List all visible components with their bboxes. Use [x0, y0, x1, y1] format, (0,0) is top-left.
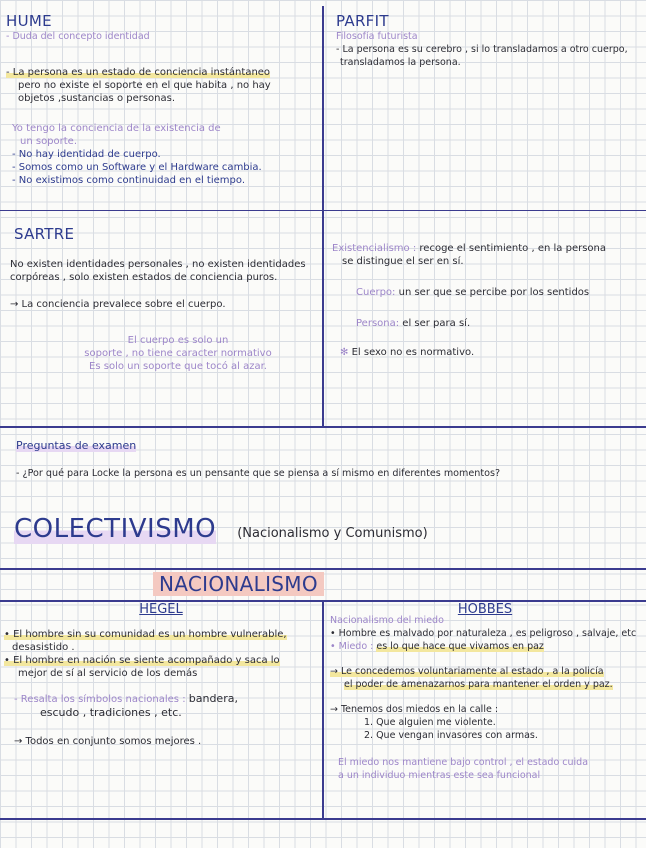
- parfit-title: PARFIT: [336, 12, 389, 30]
- hume-body: [6, 66, 271, 105]
- hobbes-subtitle: Nacionalismo del miedo: [330, 615, 444, 626]
- sartre-line1: No existen identidades personales , no existen identidades: [10, 259, 306, 270]
- hegel-line1: • El hombre sin su comunidad es un hombre vulnerable,: [4, 629, 287, 640]
- hobbes-conclusion-1: El miedo nos mantiene bajo control , el estado cuida: [338, 757, 589, 768]
- hegel-title: HEGEL: [139, 602, 183, 617]
- persona-line: Persona: el ser para sí.: [356, 318, 471, 329]
- sartre-title: SARTRE: [14, 225, 75, 243]
- hume-bullet-2: - Somos como un Software y el Hardware cambia.: [12, 162, 262, 173]
- hobbes-arrow1-line1: → Le concedemos voluntariamente al estado , a la policía: [330, 666, 604, 677]
- hume-paragraph-line1: - La persona es un estado de conciencia instántaneo: [6, 67, 271, 78]
- parfit-section: [336, 12, 628, 69]
- sartre-line2: corpóreas , solo existen estados de conciencia puros.: [10, 272, 278, 283]
- hegel-line2: desasistido .: [12, 642, 75, 653]
- hobbes-body: [330, 614, 636, 782]
- sartre-section: [14, 225, 74, 243]
- hobbes-fears-title: → Tenemos dos miedos en la calle :: [330, 704, 499, 715]
- colectivismo-subtitle: (Nacionalismo y Comunismo): [237, 526, 428, 541]
- hegel-symbols-line: - Resalta los símbolos nacionales : bandera,: [14, 692, 238, 705]
- hume-title: HUME: [6, 12, 52, 30]
- parfit-subtitle: Filosofía futurista: [336, 31, 418, 42]
- hobbes-arrow1-line2: el poder de amenazarnos para mantener el orden y paz.: [344, 679, 613, 690]
- sexo-line: ✻ El sexo no es normativo.: [340, 347, 475, 358]
- hume-quote-line2: un soporte.: [20, 136, 78, 147]
- existencialismo-section: [332, 242, 606, 359]
- hegel-body: [4, 628, 287, 748]
- hobbes-conclusion-2: a un individuo mientras este sea funcional: [338, 770, 541, 781]
- nacionalismo-heading: [153, 572, 324, 596]
- hobbes-fear-1: 1. Que alguien me violente.: [364, 717, 496, 728]
- hobbes-line2: • Miedo : es lo que hace que vivamos en paz: [330, 641, 544, 652]
- hegel-line3: • El hombre en nación se siente acompañado y saca lo: [4, 655, 280, 666]
- preguntas-question: - ¿Por qué para Locke la persona es un pensante que se piensa a sí mismo en diferentes momentos?: [16, 468, 501, 479]
- hobbes-line1: • Hombre es malvado por naturaleza , es peligroso , salvaje, etc: [330, 628, 637, 639]
- existencialismo-line2: se distingue el ser en sí.: [342, 256, 464, 267]
- horizontal-divider-2: [0, 426, 646, 428]
- cuerpo-line: Cuerpo: un ser que se percibe por los sentidos: [356, 287, 590, 298]
- hobbes-title: HOBBES: [457, 602, 513, 617]
- hobbes-fear-2: 2. Que vengan invasores con armas.: [364, 730, 538, 741]
- existencialismo-line1: Existencialismo : recoge el sentimiento , en la persona: [332, 243, 606, 254]
- hume-subtitle: - Duda del concepto identidad: [6, 31, 150, 42]
- preguntas-title: Preguntas de examen: [16, 439, 137, 452]
- hume-quote-line1: Yo tengo la conciencia de la existencia de: [12, 123, 221, 134]
- sartre-quote: [78, 334, 278, 373]
- horizontal-divider-5: [0, 818, 646, 820]
- horizontal-divider-3: [0, 568, 646, 570]
- hume-paragraph-line3: objetos ,sustancias o personas.: [18, 93, 176, 104]
- vertical-divider-bottom: [322, 600, 324, 820]
- hume-bullet-1: - No hay identidad de cuerpo.: [12, 149, 161, 160]
- sartre-quote-line1: El cuerpo es solo un: [127, 335, 229, 346]
- colectivismo-heading: [14, 514, 428, 544]
- nacionalismo-title: NACIONALISMO: [153, 572, 324, 596]
- vertical-divider-top: [322, 6, 324, 426]
- hegel-line4: mejor de sí al servicio de los demás: [18, 668, 198, 679]
- hume-quote: [12, 122, 262, 187]
- parfit-line2: transladamos la persona.: [340, 57, 461, 68]
- sartre-quote-line2: soporte , no tiene caracter normativo: [84, 348, 272, 359]
- sartre-body: [10, 258, 306, 311]
- cuerpo-label: Cuerpo:: [356, 287, 396, 298]
- existencialismo-label: Existencialismo :: [332, 243, 417, 254]
- asterisk-icon: ✻: [340, 347, 349, 358]
- hegel-symbols-line2: escudo , tradiciones , etc.: [40, 706, 182, 719]
- colectivismo-title: COLECTIVISMO: [14, 514, 217, 544]
- hume-paragraph-line2: pero no existe el soporte en el que habita , no hay: [18, 80, 271, 91]
- sartre-quote-line3: Es solo un soporte que tocó al azar.: [89, 361, 267, 372]
- persona-label: Persona:: [356, 318, 400, 329]
- hume-section: [6, 12, 150, 43]
- sartre-arrow-line: → La conciencia prevalece sobre el cuerpo.: [10, 299, 226, 310]
- horizontal-divider-1: [0, 210, 646, 211]
- preguntas-section: [16, 434, 136, 453]
- hegel-arrow-line: → Todos en conjunto somos mejores .: [14, 736, 202, 747]
- hume-bullet-3: - No existimos como continuidad en el tiempo.: [12, 175, 245, 186]
- parfit-line1: - La persona es su cerebro , si lo transladamos a otro cuerpo,: [336, 44, 628, 55]
